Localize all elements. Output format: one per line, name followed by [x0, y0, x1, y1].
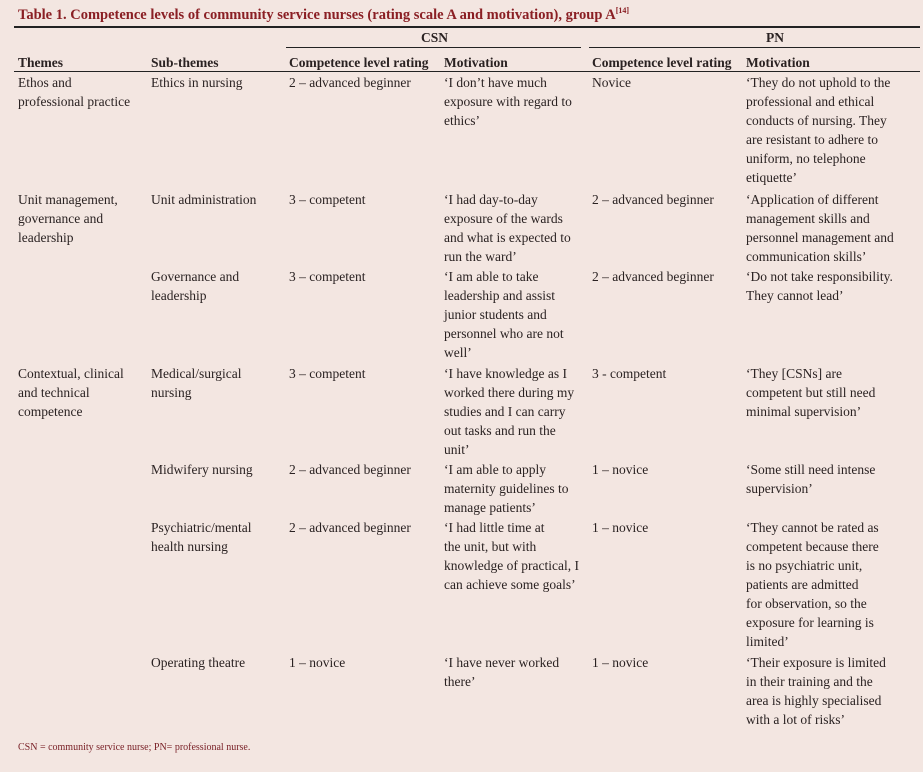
- cell-sub: Medical/surgical nursing: [151, 366, 242, 400]
- cell-csn-motivation: ‘I am able to take leadership and assist junior students and personnel who are not well’: [444, 269, 564, 360]
- cell-sub: Midwifery nursing: [151, 462, 253, 477]
- footnote: CSN = community service nurse; PN= professional nurse.: [18, 742, 251, 753]
- cell-csn-rating: 1 – novice: [289, 655, 346, 670]
- header-csn-motivation: Motivation: [444, 55, 508, 70]
- cell-pn-rating: 2 – advanced beginner: [592, 192, 714, 207]
- title-reference: [14]: [615, 6, 630, 15]
- header-subthemes: Sub-themes: [151, 55, 219, 70]
- cell-csn-motivation: ‘I am able to apply maternity guidelines to manage patients’: [444, 462, 569, 515]
- header-pn-motivation: Motivation: [746, 55, 810, 70]
- cell-csn-motivation: ‘I don’t have much exposure with regard to ethics’: [444, 75, 572, 128]
- cell-csn-rating: 3 – competent: [289, 366, 366, 381]
- cell-csn-rating: 2 – advanced beginner: [289, 75, 411, 90]
- group-pn: PN: [766, 30, 784, 45]
- pn-rule: [589, 47, 920, 48]
- cell-pn-rating: 2 – advanced beginner: [592, 269, 714, 284]
- cell-pn-motivation: ‘Do not take responsibility. They cannot lead’: [746, 269, 893, 303]
- cell-csn-motivation: ‘I had day-to-day exposure of the wards and what is expected to run the ward’: [444, 192, 571, 264]
- cell-theme: Ethos and professional practice: [18, 75, 131, 109]
- csn-rule: [286, 47, 581, 48]
- cell-pn-motivation: ‘They do not uphold to the professional and ethical conducts of nursing. They are resistant to adhere to uniform, no telephone etiquette’: [746, 75, 891, 185]
- header-rule: [14, 71, 920, 72]
- cell-pn-rating: 1 – novice: [592, 462, 649, 477]
- cell-csn-motivation: ‘I have never worked there’: [444, 655, 560, 689]
- cell-pn-motivation: ‘Some still need intense supervision’: [746, 462, 876, 496]
- header-csn-rating: Competence level rating: [289, 55, 429, 70]
- cell-csn-rating: 2 – advanced beginner: [289, 462, 411, 477]
- cell-sub: Psychiatric/mental health nursing: [151, 520, 252, 554]
- cell-pn-rating: 1 – novice: [592, 655, 649, 670]
- cell-sub: Ethics in nursing: [151, 75, 243, 90]
- cell-pn-rating: Novice: [592, 75, 631, 90]
- cell-csn-rating: 3 – competent: [289, 269, 366, 284]
- cell-csn-motivation: ‘I have knowledge as I worked there during my studies and I can carry out tasks and run the unit’: [444, 366, 575, 457]
- cell-csn-rating: 3 – competent: [289, 192, 366, 207]
- title-text: Table 1. Competence levels of community service nurses (rating scale A and motivation), group A: [18, 6, 616, 23]
- cell-pn-rating: 1 – novice: [592, 520, 649, 535]
- cell-theme: Contextual, clinical and technical competence: [18, 366, 124, 419]
- header-pn-rating: Competence level rating: [592, 55, 732, 70]
- cell-pn-motivation: ‘Application of different management skills and personnel management and communication skills’: [746, 192, 894, 264]
- cell-csn-rating: 2 – advanced beginner: [289, 520, 411, 535]
- cell-sub: Governance and leadership: [151, 269, 240, 303]
- cell-theme: Unit management, governance and leadership: [18, 192, 118, 245]
- group-csn: CSN: [421, 30, 449, 45]
- cell-pn-rating: 3 - competent: [592, 366, 667, 381]
- cell-pn-motivation: ‘They [CSNs] are competent but still need minimal supervision’: [746, 366, 876, 419]
- cell-pn-motivation: ‘They cannot be rated as competent because there is no psychiatric unit, patients are admitted for observation, so the exposure for learning is limited’: [746, 520, 879, 649]
- table-title: [18, 6, 629, 24]
- cell-sub: Operating theatre: [151, 655, 246, 670]
- cell-sub: Unit administration: [151, 192, 257, 207]
- cell-pn-motivation: ‘Their exposure is limited in their training and the area is highly specialised with a lot of risks’: [746, 655, 886, 727]
- cell-csn-motivation: ‘I had little time at the unit, but with knowledge of practical, I can achieve some goals’: [444, 520, 579, 592]
- header-themes: Themes: [18, 55, 63, 70]
- top-rule: [14, 26, 920, 28]
